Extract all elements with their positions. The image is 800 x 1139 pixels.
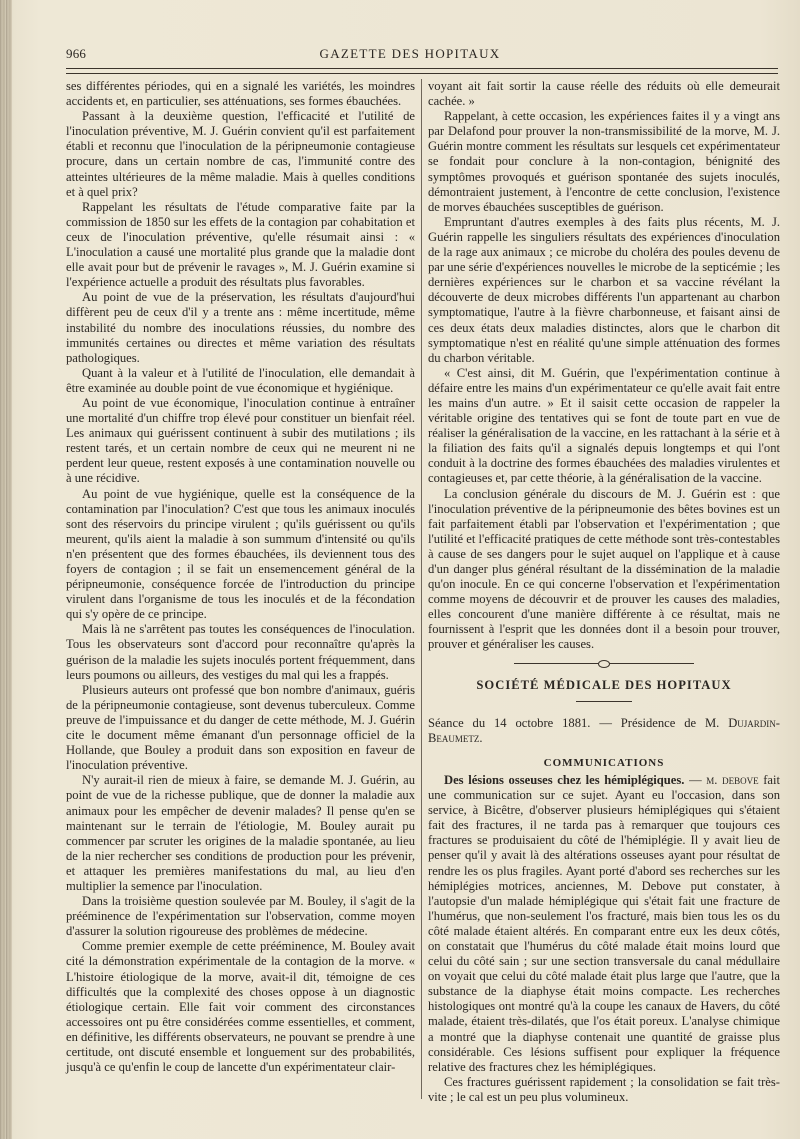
ornamental-separator bbox=[514, 663, 694, 664]
paragraph: Rappelant, à cette occasion, les expériences faites il y a vingt ans par Delafond pour prouver la non-transmissibilité de la morve, M. J. Guérin montre comment les résultats sur lesquels cet expérimentateur se fondait pour conclure à la non-contagion, bénignité des symptômes provoqués et guérison spontanée des sujets inoculés, démontraient justement, à l'encontre de cette conclusion, l'existence de morves ébauchées susceptibles de guérison. bbox=[428, 109, 780, 214]
title-rule bbox=[576, 701, 632, 702]
page-binding-edge bbox=[0, 0, 12, 1139]
paragraph: Rappelant les résultats de l'étude comparative faite par la commission de 1850 sur les effets de la contagion par cohabitation et ceux de l'inoculation préventive, qu'elle résumait ainsi : « L'inoculation a causé une mortalité plus grande que la maladie dont elle avait pour but de prévenir le ravages », M. J. Guérin examine si l'expérience actuelle a produit des résultats plus favorables. bbox=[66, 199, 415, 290]
journal-title: GAZETTE DES HOPITAUX bbox=[319, 46, 501, 61]
session-prefix: Séance du 14 octobre 1881. — Présidence de M. bbox=[428, 715, 729, 730]
paragraph: N'y aurait-il rien de mieux à faire, se demande M. J. Guérin, au point de vue de la richesse publique, que de donner la maladie aux animaux pour les empêcher de devenir malades? Il pense qu'en se maintenant sur le terrain de l'étiologie, M. Bouley aurait pu commencer par scruter les origines de la maladie spontanée, au lieu de la nier rechercher ses conditions de production pour les prévenir, et attaquer les premières manifestations du mal, au lieu d'en multiplier la semence par l'inoculation. bbox=[66, 773, 415, 893]
paragraph: Quant à la valeur et à l'utilité de l'inoculation, elle demandait à être examinée au double point de vue économique et hygiénique. bbox=[66, 365, 415, 395]
communications-title: COMMUNICATIONS bbox=[543, 756, 665, 769]
paragraph: Au point de vue hygiénique, quelle est la conséquence de la contamination par l'inoculation? C'est que tous les animaux inoculés sont des réservoirs du principe virulent ; qu'ils guérissent ou qu'ils meurent, qu'ils aient la maladie à son summum d'intensité ou qu'ils n'en présentent que des formes ébauchées, ils deviennent tous des foyers de contagion ; il se fait un ensemencement général de la péripneumonie, conséquence forcée de l'introduction du principe virulent dans l'organisme de tous les inoculés et de la fécondation qui s'y opère de ce principe. bbox=[66, 486, 415, 622]
communication-paragraph bbox=[428, 773, 780, 1075]
communication-text: fait une communication sur ce sujet. Ayant eu l'occasion, dans son service, à Bicêtre, d'observer plusieurs hémiplégiques qui s'étaient fait des fractures, il ne tarda pas à remarquer que toujours ces fractures se produisaient du côté de l'hémiplégie. Il y avait lieu de penser qu'il y avait là des altérations osseuses ayant pour résultat de rendre les os plus fragiles. Ayant porté d'abord ses recherches sur les hémiplégies motrices, anciennes, M. Debove put constater, à l'autopsie d'un malade hémiplégique qui s'était fait une fracture de l'humérus, que non-seulement l'os fracturé, mais bien tous les os du côté malade étaient altérés. En comparant entre eux les deux côtés, on constatait que l'humérus du côté malade était moins lourd que celui du côté sain ; sur une section transversale du canal médullaire on voyait que celui du côté malade était plus large que l'autre, que la substance de la diaphyse était moins compacte. Les recherches histologiques ont montré qu'à la coupe les canaux de Havers, du côté malade, étaient très-dilatés, que l'os était poreux. L'analyse chimique a montré que la diaphyse contenait une quantité de graisse plus considérable. Ces lésions suffisent pour expliquer la fréquence relative des fractures chez les hémiplégiques. bbox=[428, 772, 781, 1074]
session-president: Dujardin-Beaumetz. bbox=[428, 715, 780, 745]
paragraph: La conclusion générale du discours de M. J. Guérin est : que l'inoculation préventive de la péripneumonie des bêtes bovines est un fait parfaitement établi par l'observation et l'expérimentation ; que l'utilité et l'efficacité pratiques de cette méthode sont très-contestables à cause de ses dangers pour le sujet auquel on l'applique et à cause d'un danger plus général résultant de la dissémination de la maladie qu'on inocule. En ce qui concerne l'observation et l'expérimentation comme moyens de découvrir et de prouver les causes des maladies, elles concourent d'une manière différente à ce résultat, mais ne fournissent à l'esprit que les données dont il a besoin pour trouver, prouver et généraliser les causes. bbox=[428, 486, 780, 652]
left-column bbox=[66, 79, 415, 1075]
column-divider bbox=[421, 79, 422, 1099]
paragraph: Passant à la deuxième question, l'efficacité et l'utilité de l'inoculation préventive, M. J. Guérin convient qu'il est parfaitement établi et reconnu que l'inoculation de la péripneumonie contagieuse procure, dans un certain nombre de cas, l'immunité contre des atteintes ultérieures de la même maladie. Mais à quelles conditions et à quel prix? bbox=[66, 109, 415, 199]
paragraph: Comme premier exemple de cette prééminence, M. Bouley avait cité la démonstration expérimentale de la contagion de la morve. « L'histoire étiologique de la morve, avait-il dit, témoigne de ces difficultés que la complexité des choses oppose à un diagnostic étiologique certain. Elle fait voir comment des circonstances accessoires ont pu être considérées comme essentielles, et comment, en définitive, les différents observateurs, ne pouvant se prendre à une certitude, ont discuté ensemble et longuement sur des probabilités, jusqu'à ce qu'enfin le coup de lancette d'un expérimentateur clair- bbox=[66, 939, 415, 1075]
paragraph: Ces fractures guérissent rapidement ; la consolidation se fait très-vite ; le cal est un peu plus volumineux. bbox=[428, 1074, 780, 1104]
page-number: 966 bbox=[66, 46, 87, 61]
section-title: SOCIÉTÉ MÉDICALE DES HOPITAUX bbox=[476, 677, 732, 692]
paragraph: Plusieurs auteurs ont professé que bon nombre d'animaux, guéris de la péripneumonie contagieuse, sont devenus tuberculeux. Comme preuve de l'impuissance et du danger de cette méthode, M. J. Guérin cite le document même émanant d'un personnage officiel de la Hollande, que Bouley a produit dans son exposition en faveur de l'inoculation préventive. bbox=[66, 682, 415, 773]
communication-author: — m. debove bbox=[684, 772, 759, 787]
paragraph: Au point de vue économique, l'inoculation continue à entraîner une mortalité d'un chiffre trop élevé pour constituer un bienfait réel. Les animaux qui guérissent continuent à subir des mutilations ; ils restent tarés, et un certain nombre de ceux qui ne meurent ni ne perdent leur queue, restent exposés à une contamination nouvelle ou à une récidive. bbox=[66, 395, 415, 486]
page-header bbox=[60, 46, 780, 64]
paragraph: Mais là ne s'arrêtent pas toutes les conséquences de l'inoculation. Tous les observateurs sont d'accord pour reconnaître qu'après la guérison de la maladie les sujets inoculés portent fréquemment, dans leurs poumons ou ailleurs, des vestiges du mal qui les a frappés. bbox=[66, 622, 415, 682]
paragraph: « C'est ainsi, dit M. Guérin, que l'expérimentation continue à défaire entre les mains d'un expérimentateur ce qu'elle avait fait entre les mains d'un autre. » Et il saisit cette occasion de rappeler la véritable origine des tentatives qui se font de toute part en vue de réaliser la généralisation de la vaccine, en les rattachant à la série et à la filiation des faits qu'il a signalés depuis longtemps et qui l'ont conduit à la doctrine des formes ébauchées des maladies virulentes et contagieuses et, par cette théorie, à la généralisation de la vaccine. bbox=[428, 365, 780, 486]
paragraph: voyant ait fait sortir la cause réelle des réduits où elle demeurait cachée. » bbox=[428, 79, 780, 109]
paragraph: Au point de vue de la préservation, les résultats d'aujourd'hui diffèrent peu de ceux d'il y a trente ans : même incertitude, même instabilité du nombre des inoculations réussies, du nombre des immunités certaines ou directes et même variation des résultats pathologiques. bbox=[66, 290, 415, 365]
paragraph: Dans la troisième question soulevée par M. Bouley, il s'agit de la prééminence de l'expérimentation sur l'observation, comme moyen d'assurer la solution rigoureuse des problèmes de médecine. bbox=[66, 894, 415, 939]
header-rule bbox=[66, 68, 778, 74]
communication-title: Des lésions osseuses chez les hémiplégiques. bbox=[444, 772, 685, 787]
session-line bbox=[428, 716, 780, 746]
paragraph: Empruntant d'autres exemples à des faits plus récents, M. J. Guérin rappelle les singuliers résultats des expériences d'inoculation de la rage aux animaux ; ce microbe du choléra des poules devenu de par une série d'expériences nouvelles le microbe de la septicémie ; les dernières expériences sur le charbon et sa vaccine révélant la découverte de deux microbes différents l'un appartenant au charbon symptomatique, l'autre à la fièvre charbonneuse, et faisant ainsi de ces deux états deux maladies distinctes, alors que le charbon dit symptomatique n'est en réalité qu'une simple atténuation des formes du charbon véritable. bbox=[428, 214, 780, 365]
paragraph: ses différentes périodes, qui en a signalé les variétés, les moindres accidents et, en particulier, ses atténuations, ses formes ébauchées. bbox=[66, 79, 415, 109]
right-column bbox=[428, 79, 780, 1105]
